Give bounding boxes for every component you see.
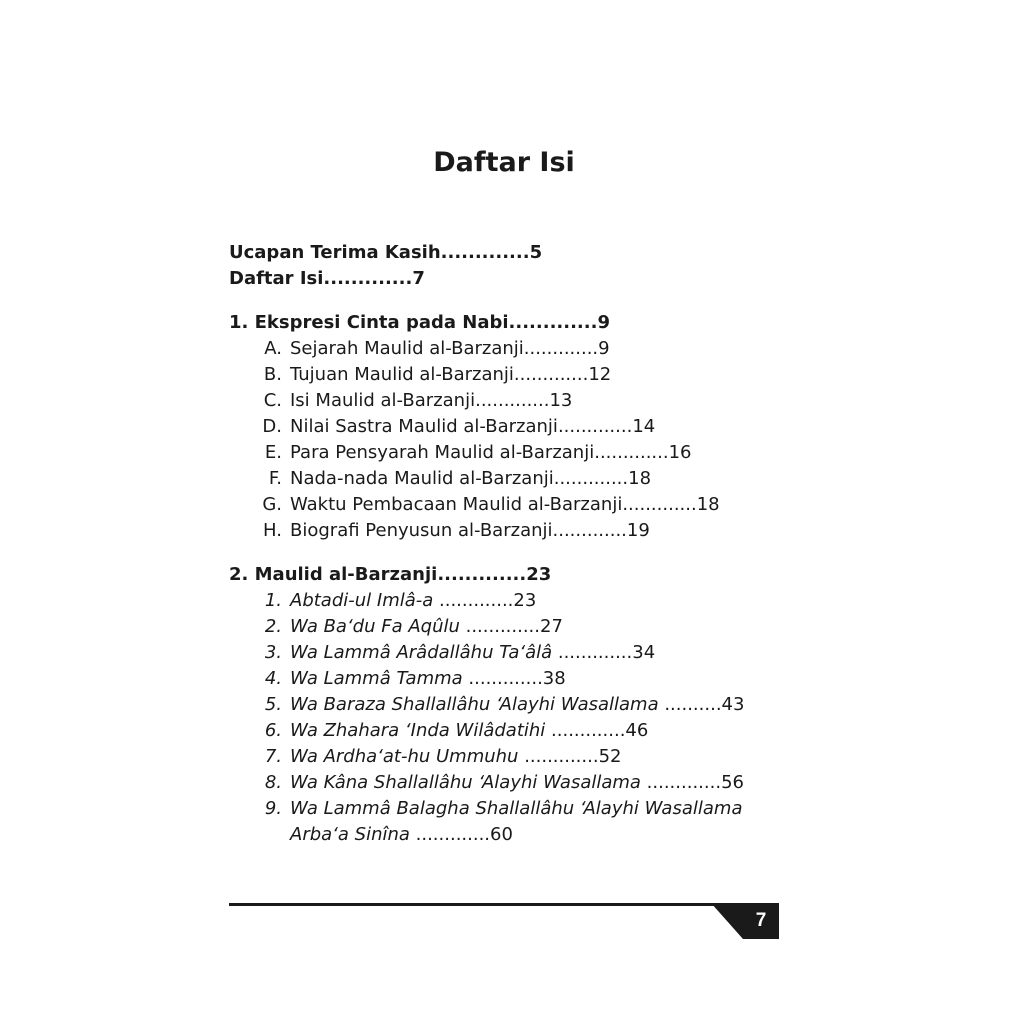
toc-item: C. Isi Maulid al-Barzanji.............13 — [263, 390, 573, 411]
toc-entry-contents: Daftar Isi.............7 — [229, 268, 425, 289]
footer-rule — [229, 903, 779, 906]
toc-item: 8. Wa Kâna Shallallâhu ‘Alayhi Wasallama .............56 — [264, 772, 744, 793]
toc-item: F. Nada-nada Maulid al-Barzanji.............18 — [268, 468, 652, 489]
toc-item: 5. Wa Baraza Shallallâhu ‘Alayhi Wasallama ..........43 — [264, 694, 745, 715]
toc-item: 3. Wa Lammâ Arâdallâhu Ta‘âlâ .............34 — [264, 642, 656, 663]
toc-item: 2. Wa Ba‘du Fa Aqûlu .............27 — [264, 616, 563, 637]
page-number: 7 — [755, 910, 767, 931]
page-title: Daftar Isi — [433, 147, 575, 178]
toc-item-continuation: Arba‘a Sinîna .............60 — [290, 824, 513, 845]
toc-item: G. Waktu Pembacaan Maulid al-Barzanji.............18 — [262, 494, 720, 515]
toc-item: B. Tujuan Maulid al-Barzanji.............12 — [263, 364, 612, 385]
toc-item: 9. Wa Lammâ Balagha Shallallâhu ‘Alayhi Wasallama — [264, 798, 743, 819]
chapter-2-heading: 2. Maulid al-Barzanji.............23 — [229, 564, 552, 585]
toc-item: 6. Wa Zhahara ‘Inda Wilâdatihi .............46 — [264, 720, 649, 741]
toc-item: 1. Abtadi-ul Imlâ-a .............23 — [264, 590, 537, 611]
toc-item: A. Sejarah Maulid al-Barzanji.............9 — [264, 338, 610, 359]
toc-entry-acknowledgements: Ucapan Terima Kasih.............5 — [229, 242, 543, 263]
table-of-contents — [229, 240, 789, 848]
toc-item: E. Para Pensyarah Maulid al-Barzanji.............16 — [264, 442, 692, 463]
toc-item: 7. Wa Ardha‘at-hu Ummuhu .............52 — [264, 746, 622, 767]
toc-item: D. Nilai Sastra Maulid al-Barzanji.............14 — [262, 416, 656, 437]
chapter-1-heading: 1. Ekspresi Cinta pada Nabi.............9 — [229, 312, 610, 333]
toc-item: 4. Wa Lammâ Tamma .............38 — [264, 668, 566, 689]
toc-item: H. Biografi Penyusun al-Barzanji.............19 — [263, 520, 650, 541]
